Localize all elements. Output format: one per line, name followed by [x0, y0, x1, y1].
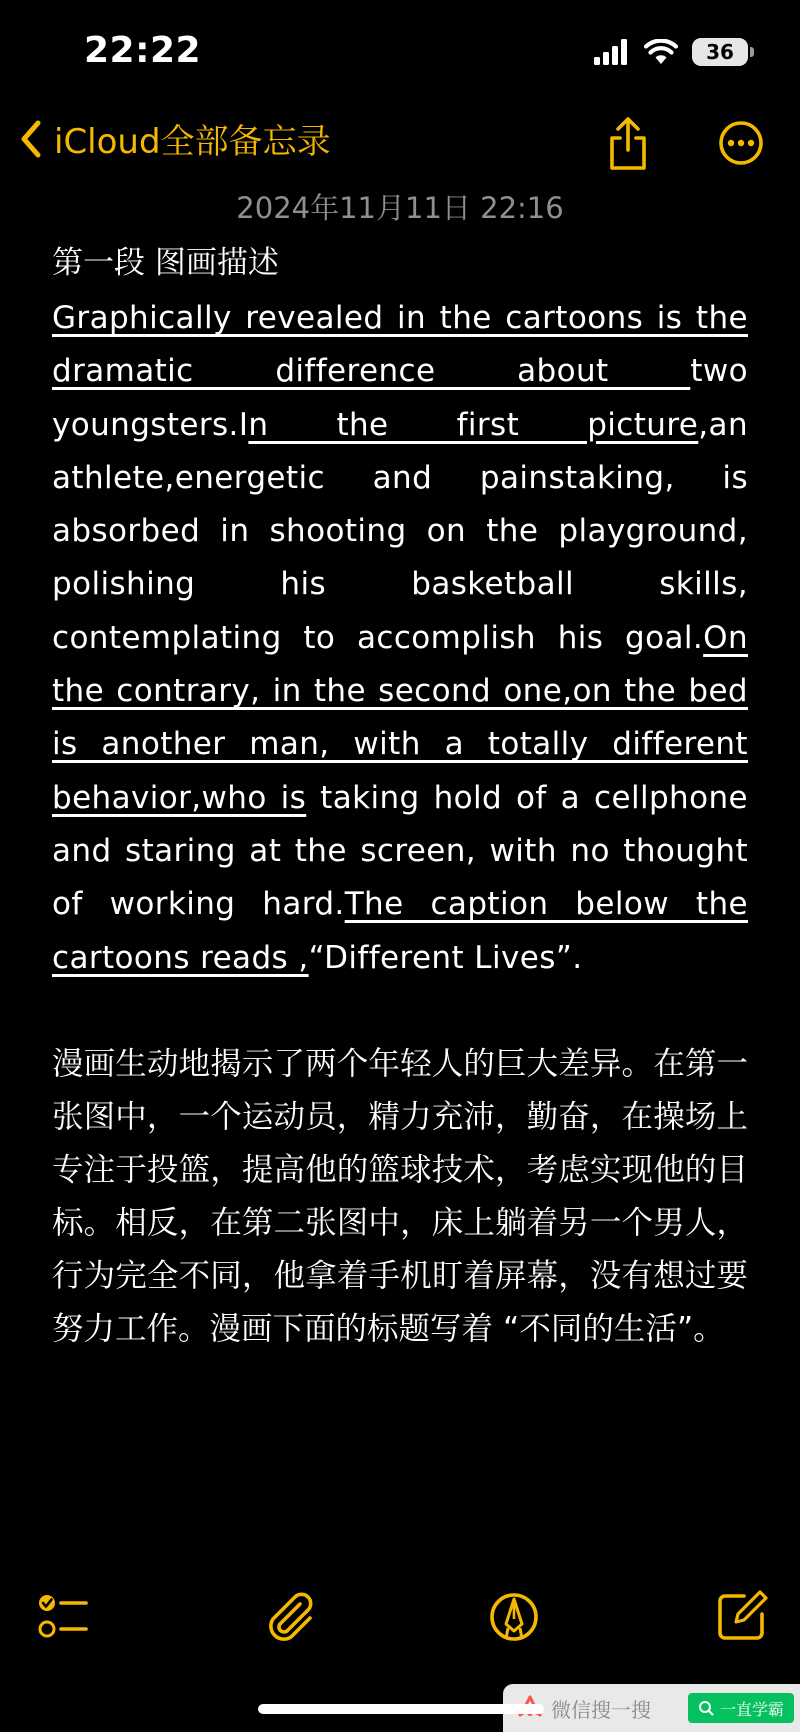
- battery-icon: [692, 38, 748, 66]
- wechat-search-query: 一直学霸: [719, 1699, 784, 1719]
- battery-level: 36: [706, 40, 734, 64]
- en-text: two youngsters.I: [52, 353, 748, 443]
- search-icon: [698, 1700, 714, 1716]
- chinese-paragraph: 漫画生动地揭示了两个年轻人的巨大差异。在第一张图中，一个运动员，精力充沛，勤奋，在操场上专注于投篮，提高他的篮球技术，考虑实现他的目标。相反，在第二张图中，床上躺着另一个男人，行为完全不同，他拿着手机盯着屏幕，没有想过要努力工作。漫画下面的标题写着 “不同的生活”。: [52, 1045, 748, 1347]
- wifi-icon: [644, 39, 678, 65]
- navigation-bar: [0, 110, 800, 174]
- en-text-underlined: On the contrary, in the second one,on the bed is another man, with a totally different behavior,who is: [52, 619, 748, 816]
- en-text-underlined: n the first picture: [248, 406, 699, 443]
- en-text: ,an athlete,energetic and painstaking, is absorbed in shooting on the playground, polishing his basketball skills, contemplating to accomplish his goal.: [52, 406, 748, 656]
- note-heading: 第一段 图画描述: [52, 245, 279, 281]
- more-options-icon[interactable]: [718, 120, 764, 166]
- checklist-icon[interactable]: [36, 1588, 92, 1644]
- en-text: “Different Lives”.: [308, 939, 583, 976]
- markup-pen-icon[interactable]: [486, 1588, 542, 1644]
- en-text-underlined: The caption below the cartoons reads ,: [52, 886, 748, 976]
- wechat-search-label: 微信搜一搜: [551, 1697, 651, 1722]
- wechat-search-button[interactable]: [688, 1693, 794, 1723]
- status-icons: [594, 38, 748, 66]
- note-date: 2024年11月11日 22:16: [236, 191, 564, 225]
- home-indicator[interactable]: [258, 1704, 544, 1714]
- paperclip-icon[interactable]: [262, 1588, 318, 1644]
- status-bar: [0, 0, 800, 100]
- back-label: iCloud全部备忘录: [54, 122, 331, 162]
- english-paragraph: [52, 292, 748, 985]
- status-time: 22:22: [84, 30, 202, 71]
- share-icon[interactable]: [606, 116, 650, 172]
- cellular-signal-icon: [594, 39, 630, 65]
- chevron-left-icon: [16, 117, 46, 161]
- blank-line: [52, 985, 748, 1038]
- wechat-search-banner[interactable]: [503, 1684, 800, 1732]
- note-body[interactable]: [52, 238, 748, 1356]
- en-text: taking hold of a cellphone and staring at the screen, with no thought of working hard.: [52, 779, 748, 923]
- back-button[interactable]: [16, 114, 331, 163]
- compose-icon[interactable]: [714, 1588, 770, 1644]
- bottom-toolbar: [0, 1588, 800, 1648]
- en-text-underlined: Graphically revealed in the cartoons is the dramatic difference about: [52, 300, 748, 390]
